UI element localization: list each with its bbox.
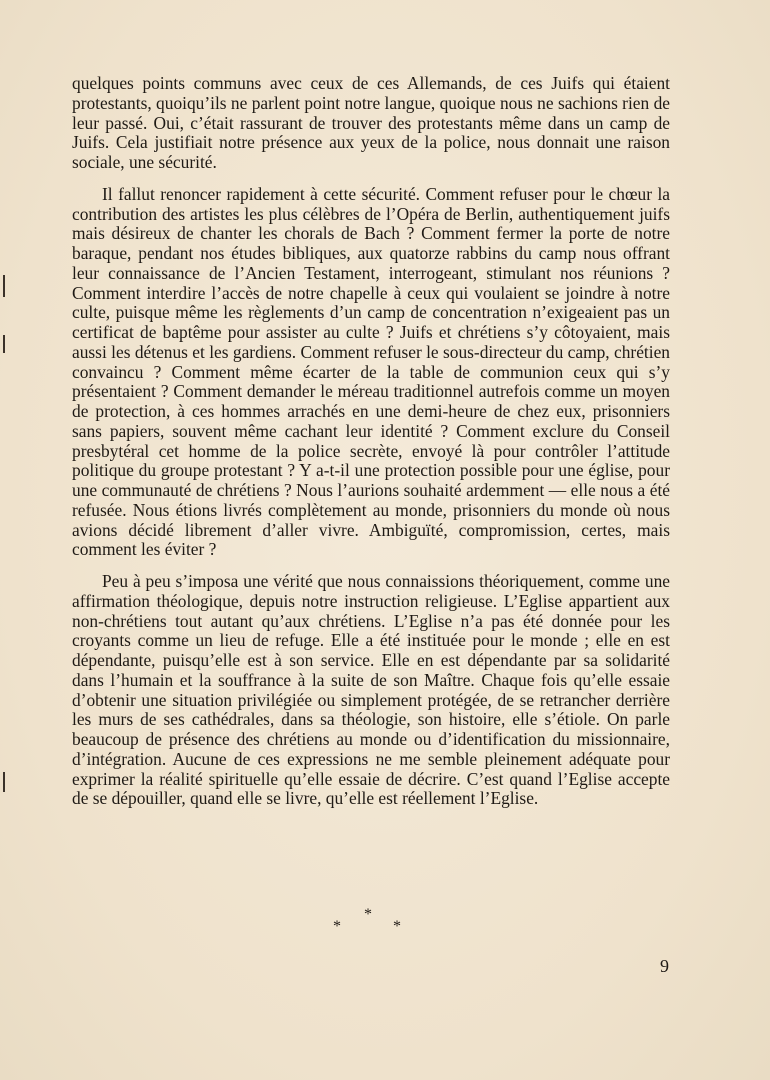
asterisk: * xyxy=(333,918,341,935)
section-separator xyxy=(331,906,411,936)
paragraph: quelques points communs avec ceux de ces Allemands, de ces Juifs qui étaient protestants, quoiqu’ils ne parlent point notre langue, quoique nous ne sachions rien de leur passé. Oui, c’était rassurant de trouver des protestants même dans un camp de Juifs. Cela justifiait notre présence aux yeux de la police, nous donnait une raison sociale, une sécurité. xyxy=(72,73,670,172)
paragraph: Il fallut renoncer rapidement à cette sécurité. Comment refuser pour le chœur la contribution des artistes les plus célèbres de l’Opéra de Berlin, authentiquement juifs mais désireux de chanter les chorals de Bach ? Comment fermer la porte de notre baraque, pendant nos études bibliques, aux quatorze rabbins du camp nous offrant leur connaissance de l’Ancien Testament, interrogeant, stimulant nos réunions ? Comment interdire l’accès de notre chapelle à ceux qui voulaient se joindre à notre culte, puisque même les règlements d’un camp de concentration n’exigeaient pas un certificat de baptême pour assister au culte ? Juifs et chrétiens s’y côtoyaient, mais aussi les détenus et les gardiens. Comment refuser le sous-directeur du camp, chrétien convaincu ? Comment même écarter de la table de communion ceux qui s’y présentaient ? Comment demander le méreau traditionnel autrefois comme un moyen de protection, à ces hommes arrachés en une demi-heure de chez eux, prisonniers sans papiers, souvent même cachant leur identité ? Comment exclure du Conseil presbytéral cet homme de la police secrète, envoyé là pour contrôler l’attitude politique du groupe protestant ? Y a-t-il une protection possible pour une église, pour une communauté de chrétiens ? Nous l’aurions souhaité ardemment — elle nous a été refusée. Nous étions livrés complètement au monde, prisonniers du monde où nous avions décidé librement d’aller vivre. Ambiguïté, compromission, certes, mais comment les éviter ? xyxy=(72,183,670,560)
margin-mark xyxy=(3,335,5,353)
paragraph: Peu à peu s’imposa une vérité que nous connaissions théoriquement, comme une affirmation théologique, depuis notre instruction religieuse. L’Eglise appartient aux non-chrétiens tout autant qu’aux chrétiens. L’Eglise n’a pas été donnée pour les croyants comme un lieu de refuge. Elle a été instituée pour le monde ; elle en est dépendante, puisqu’elle est à son service. Elle en est dépendante par sa solidarité dans l’humain et la souffrance à la suite de son Maître. Chaque fois qu’elle essaie d’obtenir une situation privilégiée ou simplement protégée, de se retrancher derrière les murs de ses cathédrales, dans sa théologie, son histoire, elle s’étiole. On parle beaucoup de présence des chrétiens au monde ou d’identification du missionnaire, d’intégration. Aucune de ces expressions ne me semble pleinement adéquate pour exprimer la réalité spirituelle qu’elle essaie de décrire. C’est quand l’Eglise accepte de se dépouiller, quand elle se livre, qu’elle est réellement l’Eglise. xyxy=(72,571,670,809)
asterisk: * xyxy=(364,906,372,923)
body-text xyxy=(72,74,670,821)
page-number: 9 xyxy=(660,956,669,976)
margin-mark xyxy=(3,275,5,297)
margin-mark xyxy=(3,772,5,792)
asterisk: * xyxy=(393,918,401,935)
